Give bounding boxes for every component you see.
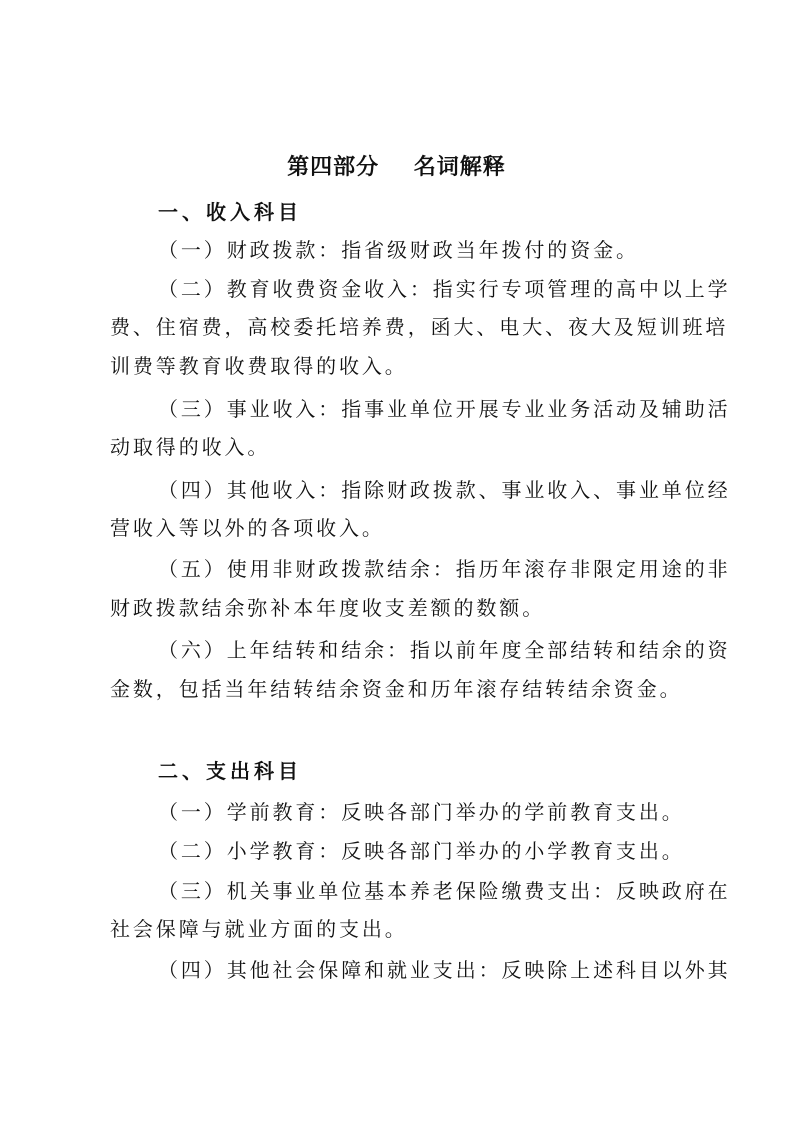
paragraph-line: （六）上年结转和结余：指以前年度全部结转和结余的资	[158, 638, 731, 662]
paragraph-line: （三）事业收入：指事业单位开展专业业务活动及辅助活	[158, 397, 731, 421]
paragraph-line: （二）教育收费资金收入：指实行专项管理的高中以上学	[158, 277, 731, 301]
paragraph-line: （四）其他收入：指除财政拨款、事业收入、事业单位经	[158, 478, 731, 502]
paragraph-line: 训费等教育收费取得的收入。	[110, 354, 408, 378]
paragraph-line: （二）小学教育：反映各部门举办的小学教育支出。	[158, 839, 685, 863]
paragraph-line: 财政拨款结余弥补本年度收支差额的数额。	[110, 596, 546, 620]
paragraph-line: 金数，包括当年结转结余资金和历年滚存结转结余资金。	[110, 677, 683, 701]
paragraph-line: 社会保障与就业方面的支出。	[110, 917, 408, 941]
section-heading-income: 一、收入科目	[158, 200, 302, 224]
paragraph-line: （五）使用非财政拨款结余：指历年滚存非限定用途的非	[158, 557, 731, 581]
paragraph-line: 动取得的收入。	[110, 435, 271, 459]
paragraph-line: （三）机关事业单位基本养老保险缴费支出：反映政府在	[158, 879, 731, 903]
page-title: 第四部分 名词解释	[287, 155, 506, 180]
paragraph-line: （一）财政拨款：指省级财政当年拨付的资金。	[158, 238, 639, 262]
section-heading-expenditure: 二、支出科目	[158, 759, 302, 783]
paragraph-line: （四）其他社会保障和就业支出：反映除上述科目以外其	[158, 958, 731, 982]
paragraph-line: 费、住宿费，高校委托培养费，函大、电大、夜大及短训班培	[110, 315, 729, 339]
paragraph-line: 营收入等以外的各项收入。	[110, 516, 385, 540]
paragraph-line: （一）学前教育：反映各部门举办的学前教育支出。	[158, 800, 685, 824]
